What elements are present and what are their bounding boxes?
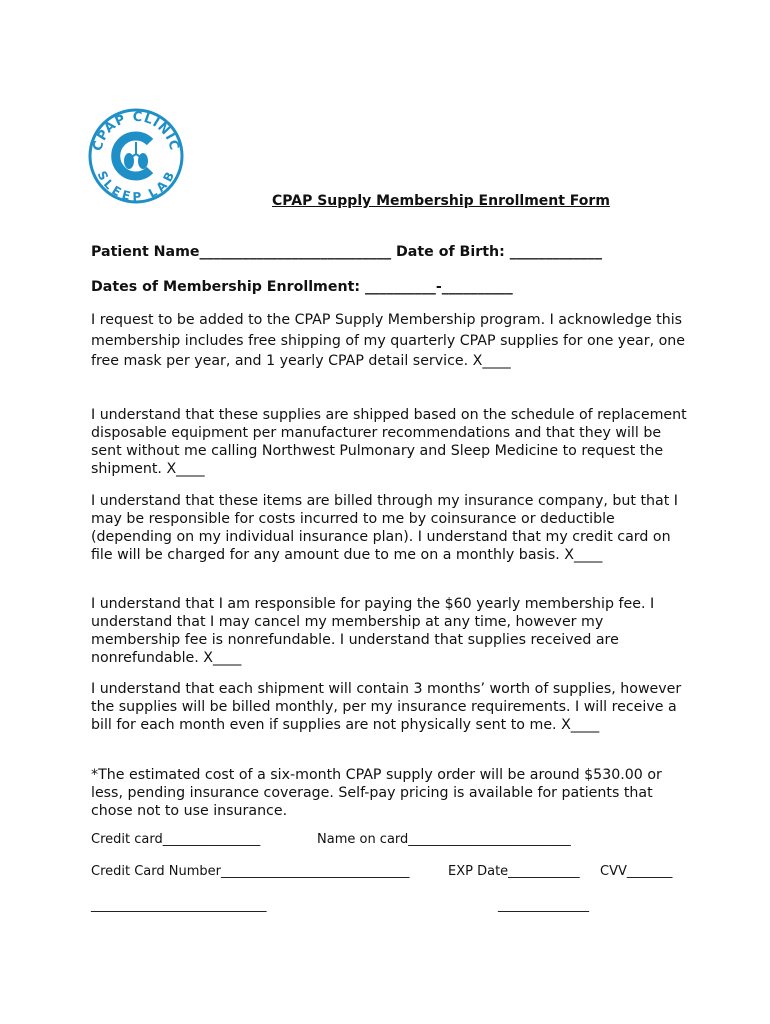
signature-line[interactable]: ___________________________ xyxy=(91,898,267,913)
exp-date-field[interactable]: EXP Date___________ xyxy=(448,864,580,879)
paragraph-monthly-billing: I understand that each shipment will contain 3 months’ worth of supplies, however the supplies will be billed monthly, per my insurance requirements. I will receive a bill for each month even if supplies are not physically sent to me. X____ xyxy=(91,681,682,733)
patient-name-dob-line: Patient Name___________________________ Date of Birth: _____________ xyxy=(91,244,602,260)
paragraph-shipping-schedule: I understand that these supplies are shipped based on the schedule of replacement disposable equipment per manufacturer recommendations and that they will be sent without me calling Northwest Pulmonary and Sleep Medicine to request the shipment. X____ xyxy=(91,407,687,477)
form-title: CPAP Supply Membership Enrollment Form xyxy=(272,193,610,209)
paragraph-membership-fee: I understand that I am responsible for paying the $60 yearly membership fee. I understand that I may cancel my membership at any time, however my membership fee is nonrefundable. I understand that supplies received are nonrefundable. X____ xyxy=(91,596,655,666)
paragraph-insurance-billing: I understand that these items are billed through my insurance company, but that I may be responsible for costs incurred to me by coinsurance or deductible (depending on my individual insurance plan). I understand that my credit card on file will be charged for any amount due to me on a monthly basis. X____ xyxy=(91,493,678,563)
logo-text-top: CPAP CLINIC xyxy=(90,109,182,153)
credit-card-field[interactable]: Credit card_______________ xyxy=(91,832,261,847)
logo-text-bottom: SLEEP LAB xyxy=(94,168,178,204)
name-on-card-field[interactable]: Name on card_________________________ xyxy=(317,832,571,847)
paragraph-estimated-cost: *The estimated cost of a six-month CPAP supply order will be around $530.00 or less, pending insurance coverage. Self-pay pricing is available for patients that chose not to use insurance. xyxy=(91,767,662,819)
date-line[interactable]: ______________ xyxy=(498,898,589,913)
cpap-clinic-sleep-lab-logo xyxy=(88,108,184,204)
paragraph-membership-request: I request to be added to the CPAP Supply Membership program. I acknowledge this membership includes free shipping of my quarterly CPAP supplies for one year, one free mask per year, and 1 yearly CPAP detail service. X____ xyxy=(91,312,685,369)
enrollment-dates-line: Dates of Membership Enrollment: __________-__________ xyxy=(91,279,513,295)
cvv-field[interactable]: CVV_______ xyxy=(600,864,673,879)
credit-card-number-field[interactable]: Credit Card Number_____________________________ xyxy=(91,864,410,879)
